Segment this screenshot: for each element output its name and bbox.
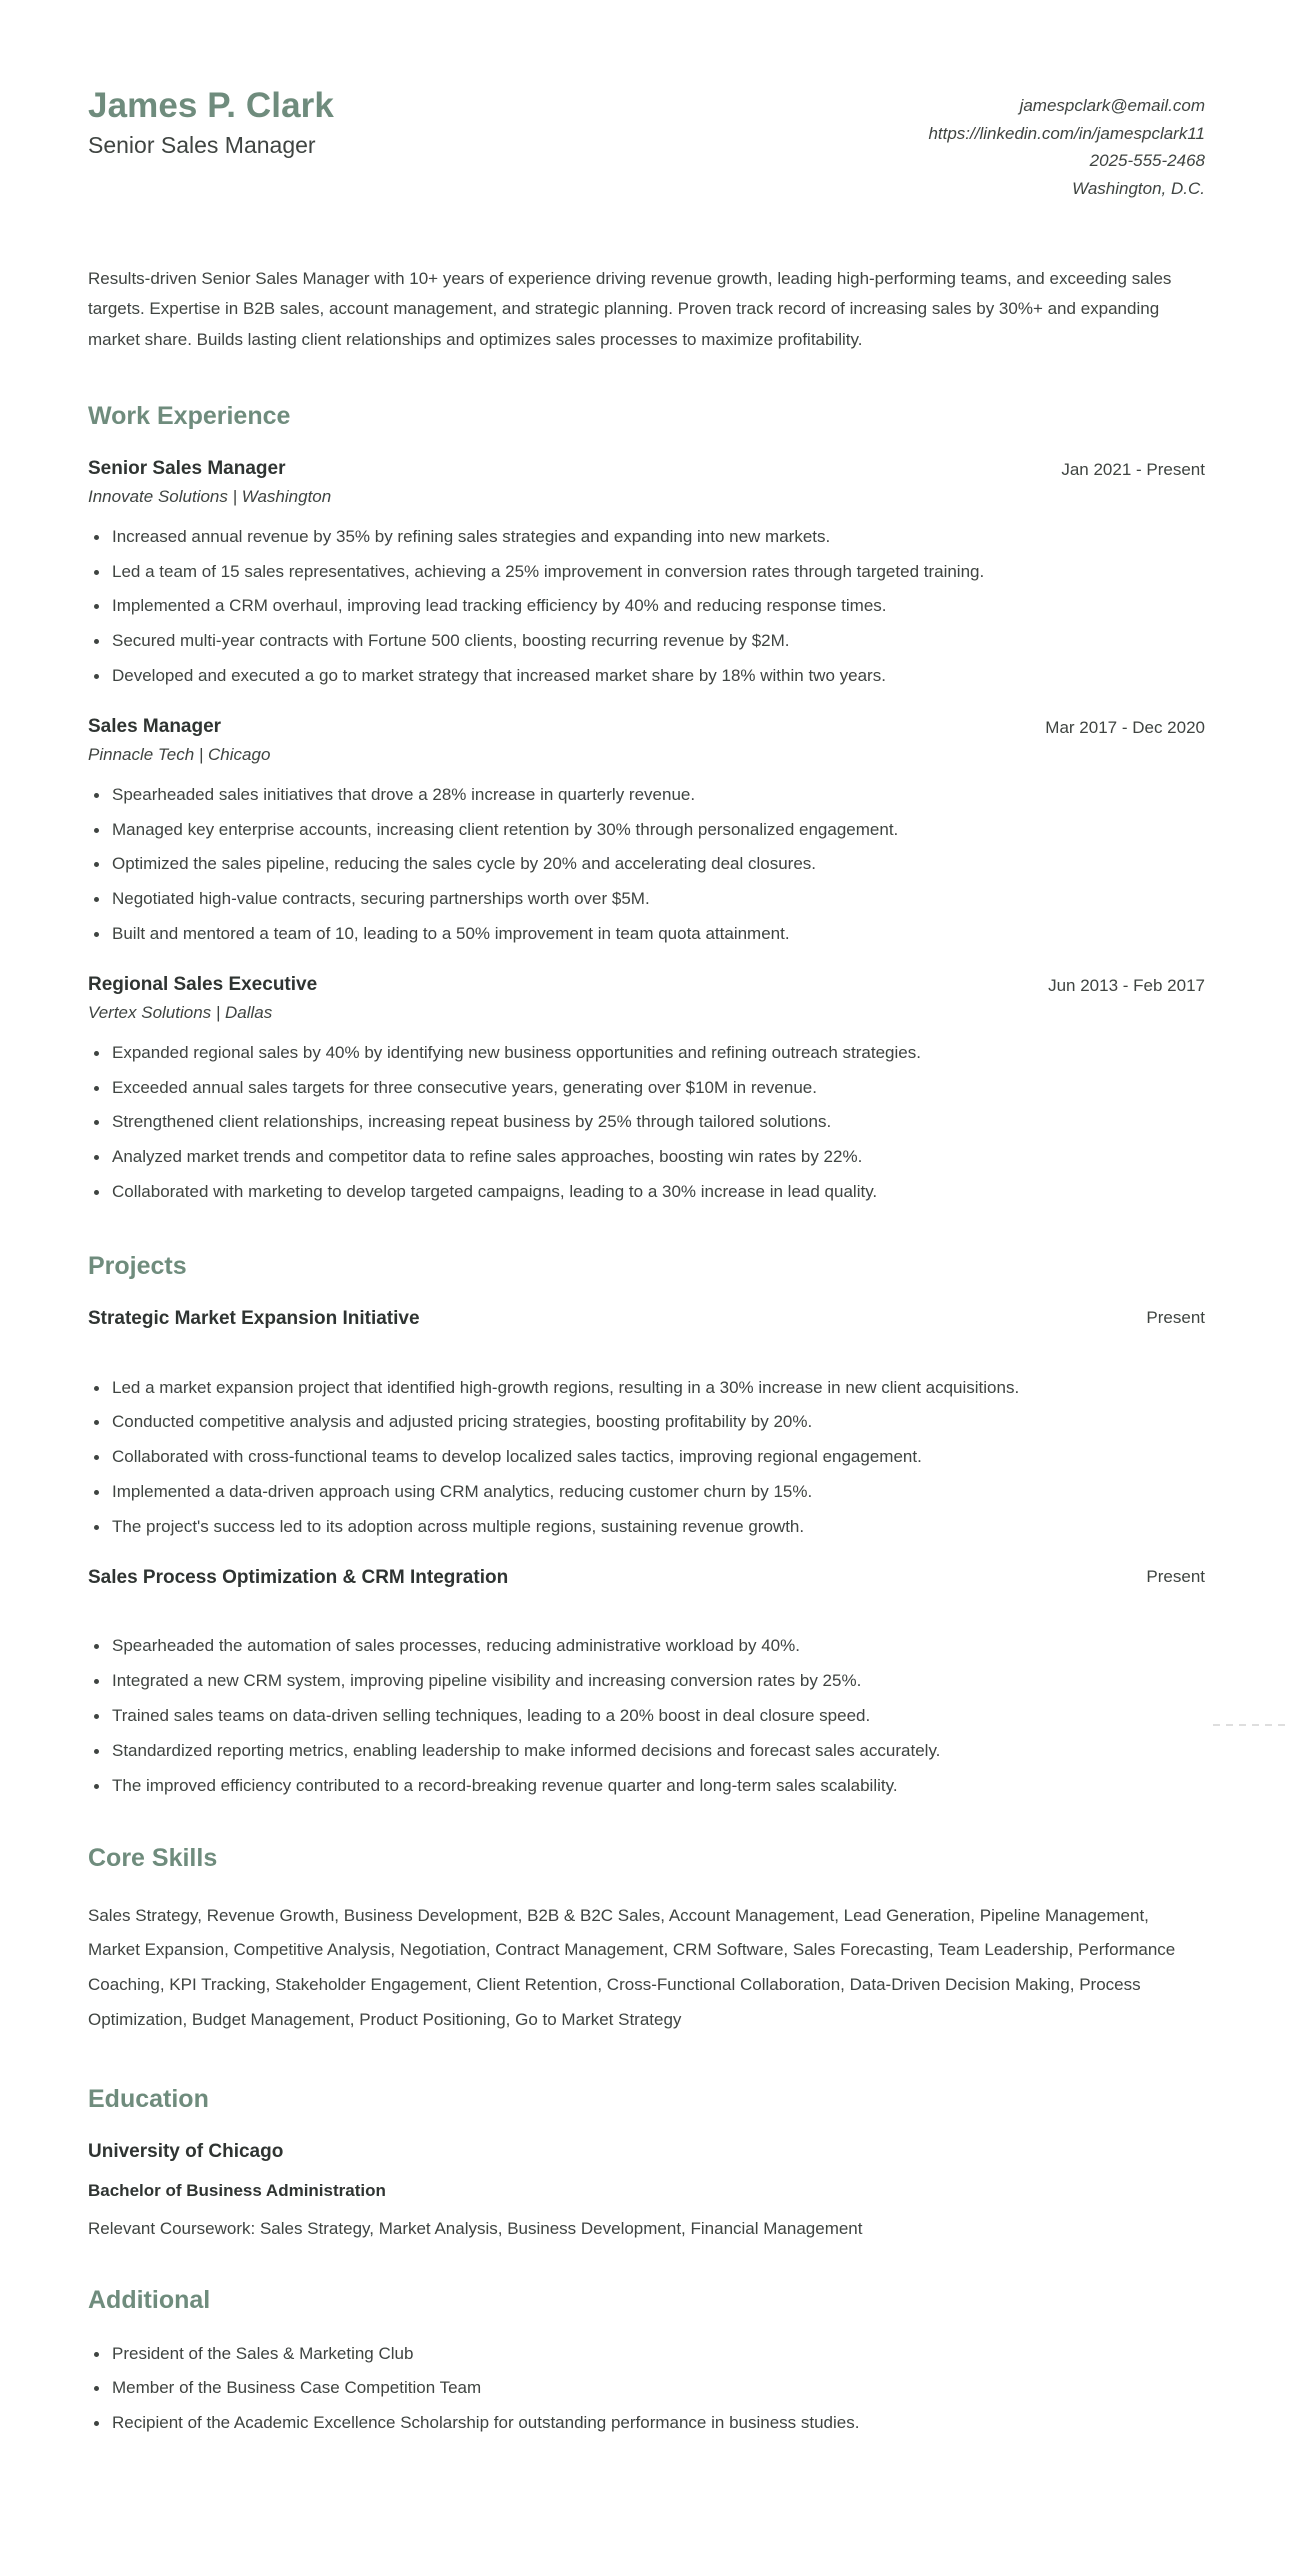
work-bullets: [88, 524, 1205, 689]
project-entry: [88, 1566, 1205, 1799]
bullet-item: Standardized reporting metrics, enabling leadership to make informed decisions and forecast sales accurately.: [88, 1738, 1205, 1764]
project-entry: [88, 1307, 1205, 1540]
contact-phone[interactable]: 2025-555-2468: [1089, 151, 1205, 171]
section-core-skills: [88, 1843, 1205, 2038]
contact-location: Washington, D.C.: [1072, 178, 1205, 198]
bullet-item: Conducted competitive analysis and adjusted pricing strategies, boosting profitability by 20%.: [88, 1409, 1205, 1435]
bullet-item: Spearheaded the automation of sales processes, reducing administrative workload by 40%.: [88, 1633, 1205, 1659]
project-name: Strategic Market Expansion Initiative: [88, 1307, 420, 1329]
work-entry: [88, 457, 1205, 689]
professional-summary: Results-driven Senior Sales Manager with 10+ years of experience driving revenue growth, leading high-performing teams, and exceeding sales targets. Expertise in B2B sales, account management, and strategic planning. Proven track record of increasing sales by 30%+ and expanding market share. Builds lasting client relationships and optimizes sales processes to maximize profitability.: [88, 269, 1172, 349]
work-entry-head: [88, 715, 1205, 739]
bullet-item: Optimized the sales pipeline, reducing the sales cycle by 20% and accelerating deal closures.: [88, 851, 1205, 877]
bullet-item: Developed and executed a go to market strategy that increased market share by 18% within two years.: [88, 663, 1205, 689]
project-bullets: [88, 1633, 1205, 1798]
candidate-role: Senior Sales Manager: [88, 132, 316, 159]
bullet-item: Spearheaded sales initiatives that drove a 28% increase in quarterly revenue.: [88, 782, 1205, 808]
skills-list: Sales Strategy, Revenue Growth, Business Development, B2B & B2C Sales, Account Management, Lead Generation, Pipeline Management, Market Expansion, Competitive Analysis, Negotiation, Contract Management, CRM Software, Sales Forecasting, Team Leadership, Performance Coaching, KPI Tracking, Stakeholder Engagement, Client Retention, Cross-Functional Collaboration, Data-Driven Decision Making, Process Optimization, Budget Management, Product Positioning, Go to Market Strategy: [88, 1905, 1176, 2030]
bullet-item: Increased annual revenue by 35% by refining sales strategies and expanding into new markets.: [88, 524, 1205, 550]
contact-email[interactable]: jamespclark@email.com: [1019, 96, 1205, 115]
work-role: Sales Manager: [88, 715, 222, 737]
education-coursework: Relevant Coursework: Sales Strategy, Market Analysis, Business Development, Financial Management: [88, 2218, 863, 2238]
project-entry-head: [88, 1307, 1205, 1331]
identity-block: [88, 86, 334, 160]
work-date: Jan 2021 - Present: [1061, 459, 1205, 479]
bullet-item: Analyzed market trends and competitor data to refine sales approaches, boosting win rates by 22%.: [88, 1144, 1205, 1170]
work-org: Pinnacle Tech | Chicago: [88, 744, 271, 764]
contact-block: [928, 86, 1205, 202]
bullet-item: Collaborated with marketing to develop targeted campaigns, leading to a 30% increase in lead quality.: [88, 1179, 1205, 1205]
bullet-item: The improved efficiency contributed to a record-breaking revenue quarter and long-term sales scalability.: [88, 1773, 1205, 1799]
section-title-projects: Projects: [88, 1251, 187, 1280]
bullet-item: Implemented a CRM overhaul, improving lead tracking efficiency by 40% and reducing response times.: [88, 593, 1205, 619]
work-date: Mar 2017 - Dec 2020: [1045, 717, 1205, 737]
bullet-item: The project's success led to its adoption across multiple regions, sustaining revenue growth.: [88, 1514, 1205, 1540]
bullet-item: President of the Sales & Marketing Club: [88, 2341, 1205, 2367]
section-title-work: Work Experience: [88, 401, 291, 430]
education-school: University of Chicago: [88, 2140, 284, 2162]
project-entry-head: [88, 1566, 1205, 1590]
bullet-item: Strengthened client relationships, increasing repeat business by 25% through tailored solutions.: [88, 1109, 1205, 1135]
project-date: Present: [1146, 1566, 1205, 1586]
work-role: Senior Sales Manager: [88, 457, 286, 479]
bullet-item: Built and mentored a team of 10, leading to a 50% improvement in team quota attainment.: [88, 921, 1205, 947]
work-bullets: [88, 1040, 1205, 1205]
section-education: [88, 2084, 1205, 2241]
bullet-item: Secured multi-year contracts with Fortune 500 clients, boosting recurring revenue by $2M.: [88, 628, 1205, 654]
section-title-education: Education: [88, 2084, 209, 2113]
bullet-item: Collaborated with cross-functional teams to develop localized sales tactics, improving regional engagement.: [88, 1444, 1205, 1470]
bullet-item: Exceeded annual sales targets for three consecutive years, generating over $10M in revenue.: [88, 1075, 1205, 1101]
page-break-marker: [1213, 1724, 1291, 1726]
contact-linkedin[interactable]: https://linkedin.com/in/jamespclark11: [928, 123, 1205, 143]
work-entry-head: [88, 457, 1205, 481]
bullet-item: Negotiated high-value contracts, securing partnerships worth over $5M.: [88, 886, 1205, 912]
education-degree: Bachelor of Business Administration: [88, 2180, 386, 2200]
section-work-experience: [88, 401, 1205, 1205]
work-bullets: [88, 782, 1205, 947]
work-entry-head: [88, 973, 1205, 997]
bullet-item: Led a market expansion project that identified high-growth regions, resulting in a 30% increase in new client acquisitions.: [88, 1375, 1205, 1401]
project-name: Sales Process Optimization & CRM Integration: [88, 1566, 509, 1588]
additional-bullets: [88, 2341, 1205, 2436]
section-projects: [88, 1251, 1205, 1799]
project-bullets: [88, 1375, 1205, 1540]
work-entry: [88, 715, 1205, 947]
bullet-item: Expanded regional sales by 40% by identifying new business opportunities and refining outreach strategies.: [88, 1040, 1205, 1066]
work-date: Jun 2013 - Feb 2017: [1048, 975, 1205, 995]
work-role: Regional Sales Executive: [88, 973, 318, 995]
project-date: Present: [1146, 1307, 1205, 1327]
section-additional: [88, 2285, 1205, 2436]
bullet-item: Integrated a new CRM system, improving pipeline visibility and increasing conversion rates by 25%.: [88, 1668, 1205, 1694]
bullet-item: Recipient of the Academic Excellence Scholarship for outstanding performance in business studies.: [88, 2410, 1205, 2436]
work-org: Vertex Solutions | Dallas: [88, 1002, 273, 1022]
section-title-additional: Additional: [88, 2285, 211, 2314]
bullet-item: Managed key enterprise accounts, increasing client retention by 30% through personalized engagement.: [88, 817, 1205, 843]
bullet-item: Member of the Business Case Competition Team: [88, 2375, 1205, 2401]
bullet-item: Led a team of 15 sales representatives, achieving a 25% improvement in conversion rates through targeted training.: [88, 559, 1205, 585]
section-title-skills: Core Skills: [88, 1843, 218, 1872]
resume-header: [88, 72, 1205, 202]
candidate-name: James P. Clark: [88, 86, 334, 125]
work-org: Innovate Solutions | Washington: [88, 486, 332, 506]
bullet-item: Implemented a data-driven approach using CRM analytics, reducing customer churn by 15%.: [88, 1479, 1205, 1505]
bullet-item: Trained sales teams on data-driven selling techniques, leading to a 20% boost in deal closure speed.: [88, 1703, 1205, 1729]
work-entry: [88, 973, 1205, 1205]
